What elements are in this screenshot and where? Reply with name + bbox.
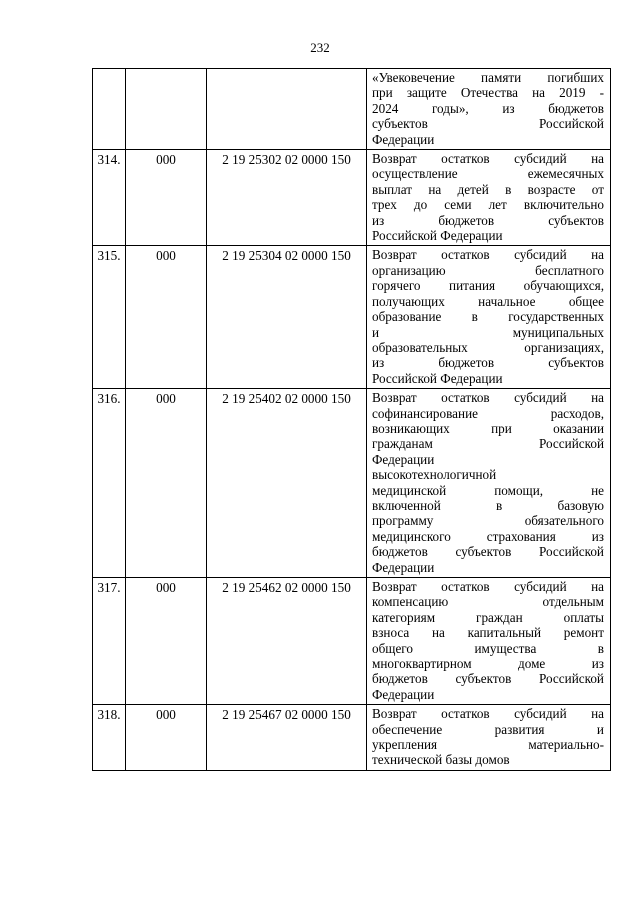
row-number-cell <box>93 69 126 150</box>
revenue-name-line: 2024 годы», из бюджетов <box>372 100 604 116</box>
revenue-name-line: Возврат остатков субсидий на <box>372 706 604 722</box>
revenue-name-line: выплат на детей в возрасте от <box>372 181 604 197</box>
revenue-name-line: программу обязательного <box>372 513 604 529</box>
revenue-name-line: взноса на капитальный ремонт <box>372 625 604 641</box>
budget-classification-table <box>92 68 611 771</box>
revenue-name-line: софинансирование расходов, <box>372 405 604 421</box>
table-row <box>93 705 611 771</box>
revenue-name-line: медицинского страхования из <box>372 528 604 544</box>
administrator-code-cell: 000 <box>126 389 207 578</box>
revenue-name-line: Федерации <box>372 686 435 702</box>
revenue-name-line: Федерации <box>372 559 435 575</box>
row-number-cell: 318. <box>93 705 126 771</box>
revenue-name-line: включенной в базовую <box>372 497 604 513</box>
revenue-name-line: Федерации <box>372 451 435 467</box>
administrator-code-cell: 000 <box>126 150 207 246</box>
table-body <box>93 69 611 771</box>
budget-classification-code-cell: 2 19 25467 02 0000 150 <box>207 705 367 771</box>
revenue-name-line: Возврат остатков субсидий на <box>372 247 604 263</box>
revenue-name-line: Российской Федерации <box>372 228 503 244</box>
table-row <box>93 69 611 150</box>
budget-classification-code-cell: 2 19 25304 02 0000 150 <box>207 246 367 389</box>
table-row <box>93 389 611 578</box>
revenue-name-line: Российской Федерации <box>372 370 503 386</box>
administrator-code-cell: 000 <box>126 578 207 705</box>
revenue-name-line: возникающих при оказании <box>372 420 604 436</box>
revenue-name-line: и муниципальных <box>372 324 604 340</box>
revenue-name-line: «Увековечение памяти погибших <box>372 70 604 85</box>
revenue-name-line: осуществление ежемесячных <box>372 166 604 182</box>
revenue-name-line: гражданам Российской <box>372 436 604 452</box>
revenue-name-line: укрепления материально- <box>372 737 604 753</box>
table-row <box>93 578 611 705</box>
revenue-name-cell <box>367 69 611 150</box>
administrator-code-cell <box>126 69 207 150</box>
table-row <box>93 246 611 389</box>
revenue-name-line: общего имущества в <box>372 640 604 656</box>
revenue-name-line: горячего питания обучающихся, <box>372 278 604 294</box>
revenue-name-cell <box>367 246 611 389</box>
revenue-name-line: бюджетов субъектов Российской <box>372 544 604 560</box>
revenue-name-line: Возврат остатков субсидий на <box>372 390 604 406</box>
budget-classification-code-cell: 2 19 25402 02 0000 150 <box>207 389 367 578</box>
page-number: 232 <box>310 40 330 55</box>
revenue-name-line: Возврат остатков субсидий на <box>372 151 604 167</box>
revenue-name-cell <box>367 150 611 246</box>
revenue-name-line: Федерации <box>372 131 435 147</box>
row-number-cell: 315. <box>93 246 126 389</box>
revenue-name-cell <box>367 389 611 578</box>
budget-classification-code-cell: 2 19 25462 02 0000 150 <box>207 578 367 705</box>
row-number-cell: 317. <box>93 578 126 705</box>
row-number-cell: 314. <box>93 150 126 246</box>
revenue-name-line: высокотехнологичной <box>372 467 497 483</box>
revenue-name-line: технической базы домов <box>372 752 510 768</box>
revenue-name-line: трех до семи лет включительно <box>372 197 604 213</box>
budget-classification-code-cell: 2 19 25302 02 0000 150 <box>207 150 367 246</box>
revenue-name-line: компенсацию отдельным <box>372 594 604 610</box>
revenue-name-line: медицинской помощи, не <box>372 482 604 498</box>
revenue-name-line: обеспечение развития и <box>372 721 604 737</box>
revenue-name-line: получающих начальное общее <box>372 293 604 309</box>
administrator-code-cell: 000 <box>126 246 207 389</box>
revenue-name-line: бюджетов субъектов Российской <box>372 671 604 687</box>
revenue-name-line: из бюджетов субъектов <box>372 212 604 228</box>
revenue-name-line: многоквартирном доме из <box>372 656 604 672</box>
administrator-code-cell: 000 <box>126 705 207 771</box>
revenue-name-line: субъектов Российской <box>372 116 604 132</box>
revenue-name-line: организацию бесплатного <box>372 262 604 278</box>
revenue-name-line: Возврат остатков субсидий на <box>372 579 604 594</box>
revenue-name-line: категориям граждан оплаты <box>372 609 604 625</box>
revenue-name-cell <box>367 578 611 705</box>
revenue-name-line: из бюджетов субъектов <box>372 355 604 371</box>
revenue-name-line: образовательных организациях, <box>372 339 604 355</box>
budget-classification-code-cell <box>207 69 367 150</box>
revenue-name-line: образование в государственных <box>372 309 604 325</box>
revenue-name-line: при защите Отечества на 2019 - <box>372 85 604 101</box>
revenue-name-cell <box>367 705 611 771</box>
row-number-cell: 316. <box>93 389 126 578</box>
table-row <box>93 150 611 246</box>
